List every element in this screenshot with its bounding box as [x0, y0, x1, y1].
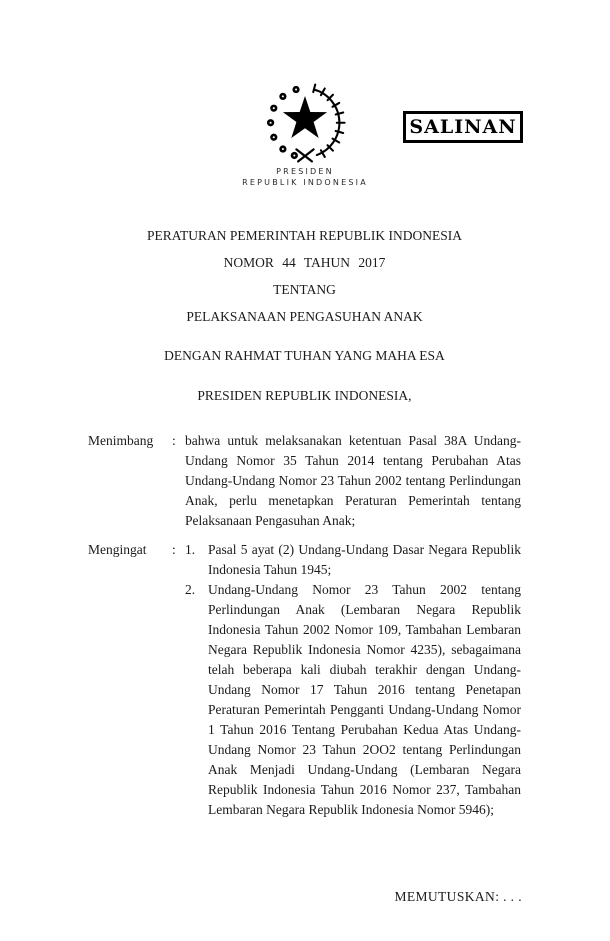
presidential-emblem-icon — [258, 78, 352, 164]
recalling-label: Mengingat — [88, 542, 147, 557]
legal-basis-item-1 — [185, 540, 521, 580]
regulation-type: PERATURAN PEMERINTAH REPUBLIK INDONESIA — [146, 228, 463, 243]
legal-basis-item-1-text: Pasal 5 ayat (2) Undang-Undang Dasar Negara Republik Indonesia Tahun 1945; — [208, 542, 521, 577]
considering-clause — [88, 431, 521, 531]
regulation-number: NOMOR 44 TAHUN 2017 — [223, 255, 386, 270]
considering-colon: : — [172, 433, 176, 448]
document-body — [88, 222, 521, 820]
letterhead-presiden: PRESIDEN — [276, 167, 334, 176]
authority-line: PRESIDEN REPUBLIK INDONESIA, — [197, 388, 412, 403]
recalling-colon: : — [172, 542, 176, 557]
recalling-clause — [88, 540, 521, 820]
legal-basis-item-2-number: 2. — [185, 582, 196, 597]
tentang-label: TENTANG — [273, 282, 336, 297]
considering-text: bahwa untuk melaksanakan ketentuan Pasal 38A Undang-Undang Nomor 35 Tahun 2014 tentang Perubahan Atas Undang-Undang Nomor 23 Tahun 2002 tentang Perlindungan Anak, perlu menetapkan Peraturan Pemerintah tentang Pelaksanaan Pengasuhan Anak; — [185, 433, 521, 528]
legal-basis-item-2-text: Undang-Undang Nomor 23 Tahun 2002 tentang Perlindungan Anak (Lembaran Negara Republik Indonesia Tahun 2002 Nomor 109, Tambahan Lembaran Negara Republik Indonesia Nomor 4235), sebagaimana telah beberapa kali diubah terakhir dengan Undang-Undang Nomor 17 Tahun 2016 tentang Penetapan Peraturan Pemerintah Pengganti Undang-Undang Nomor 1 Tahun 2016 Tentang Perubahan Kedua Atas Undang-Undang Nomor 23 Tahun 2OO2 tentang Perlindungan Anak Menjadi Undang-Undang (Lembaran Negara Republik Indonesia Tahun 2016 Nomor 237, Tambahan Lembaran Negara Republik Indonesia Nomor 5946); — [208, 582, 521, 817]
invocation-line: DENGAN RAHMAT TUHAN YANG MAHA ESA — [164, 348, 445, 363]
legal-basis-item-1-number: 1. — [185, 542, 196, 557]
recalling-list — [185, 540, 521, 820]
salinan-stamp: SALINAN — [403, 111, 523, 143]
letterhead — [0, 166, 610, 188]
letterhead-republik-indonesia: REPUBLIK INDONESIA — [242, 178, 368, 187]
page-catchword: MEMUTUSKAN: . . . — [394, 889, 522, 904]
considering-label: Menimbang — [88, 433, 154, 448]
legal-basis-item-2 — [185, 580, 521, 820]
regulation-subject: PELAKSANAAN PENGASUHAN ANAK — [186, 309, 423, 324]
